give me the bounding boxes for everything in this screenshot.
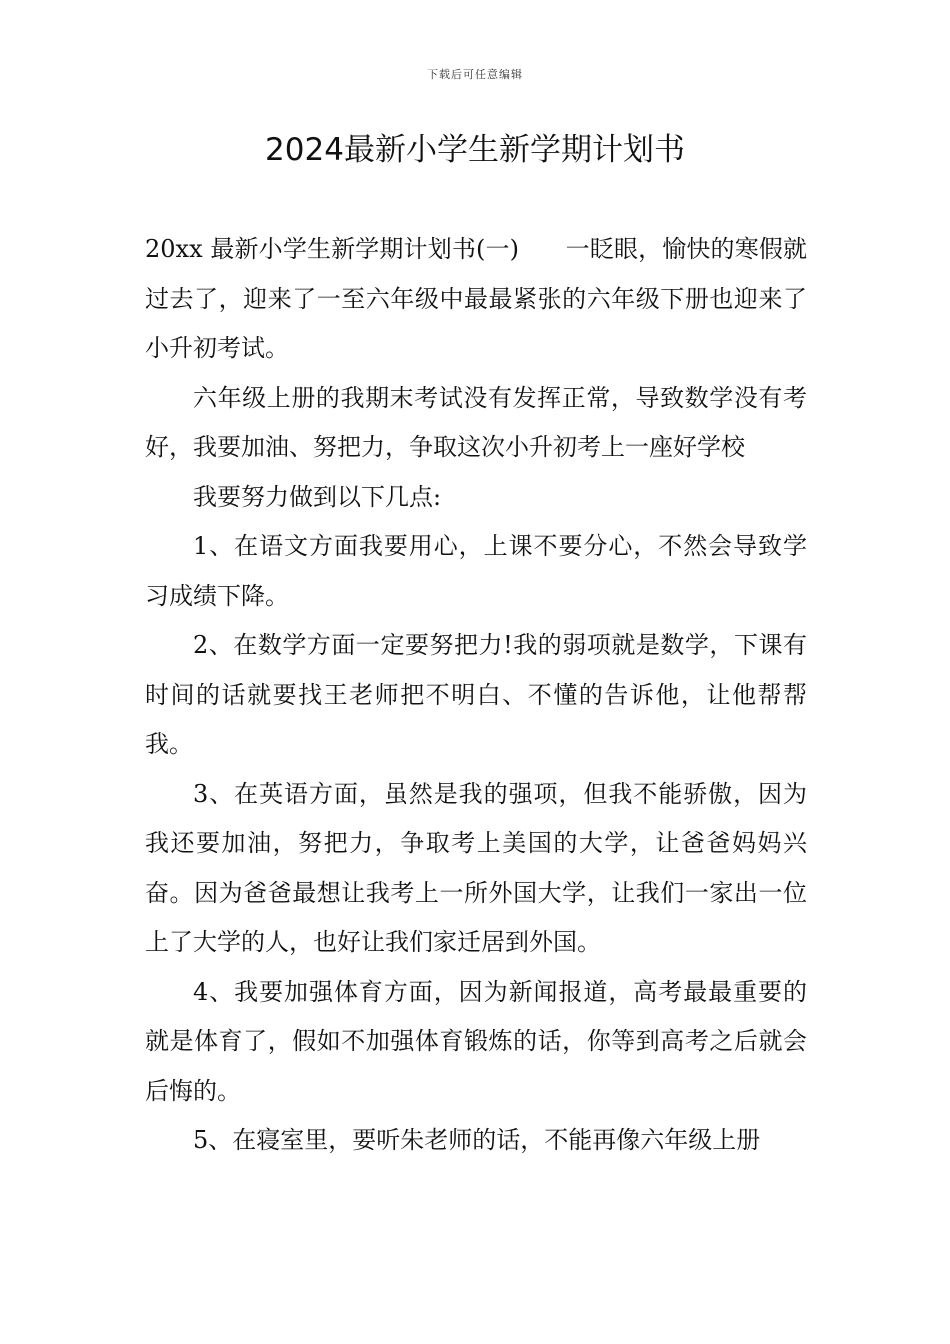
paragraph-exam-goal: 六年级上册的我期末考试没有发挥正常，导致数学没有考好，我要加油、努把力，争取这次小升初考上一座好学校 — [145, 383, 807, 461]
document-title: 2024最新小学生新学期计划书 — [265, 132, 685, 168]
paragraph-point-math: 2、在数学方面一定要努把力!我的弱项就是数学，下课有时间的话就要找王老师把不明白、不懂的告诉他，让他帮帮我。 — [145, 631, 807, 758]
paragraph-points-heading: 我要努力做到以下几点: — [193, 482, 442, 511]
paragraph-point-english: 3、在英语方面，虽然是我的强项，但我不能骄傲，因为我还要加油，努把力，争取考上美国的大学，让爸爸妈妈兴奋。因为爸爸最想让我考上一所外国大学，让我们一家出一位上了大学的人，也好让我们家迁居到外国。 — [145, 779, 807, 956]
header-note: 下载后可任意编辑 — [427, 68, 523, 81]
paragraph-point-dormitory: 5、在寝室里，要听朱老师的话，不能再像六年级上册 — [193, 1126, 761, 1154]
document-body — [145, 225, 807, 1166]
paragraph-point-chinese: 1、在语文方面我要用心，上课不要分心，不然会导致学习成绩下降。 — [145, 532, 807, 610]
paragraph-point-sports: 4、我要加强体育方面，因为新闻报道，高考最最重要的就是体育了，假如不加强体育锻炼的话，你等到高考之后就会后悔的。 — [145, 977, 807, 1105]
paragraph-intro: 20xx 最新小学生新学期计划书(一) 一眨眼，愉快的寒假就过去了，迎来了一至六年级中最最紧张的六年级下册也迎来了小升初考试。 — [145, 235, 807, 362]
